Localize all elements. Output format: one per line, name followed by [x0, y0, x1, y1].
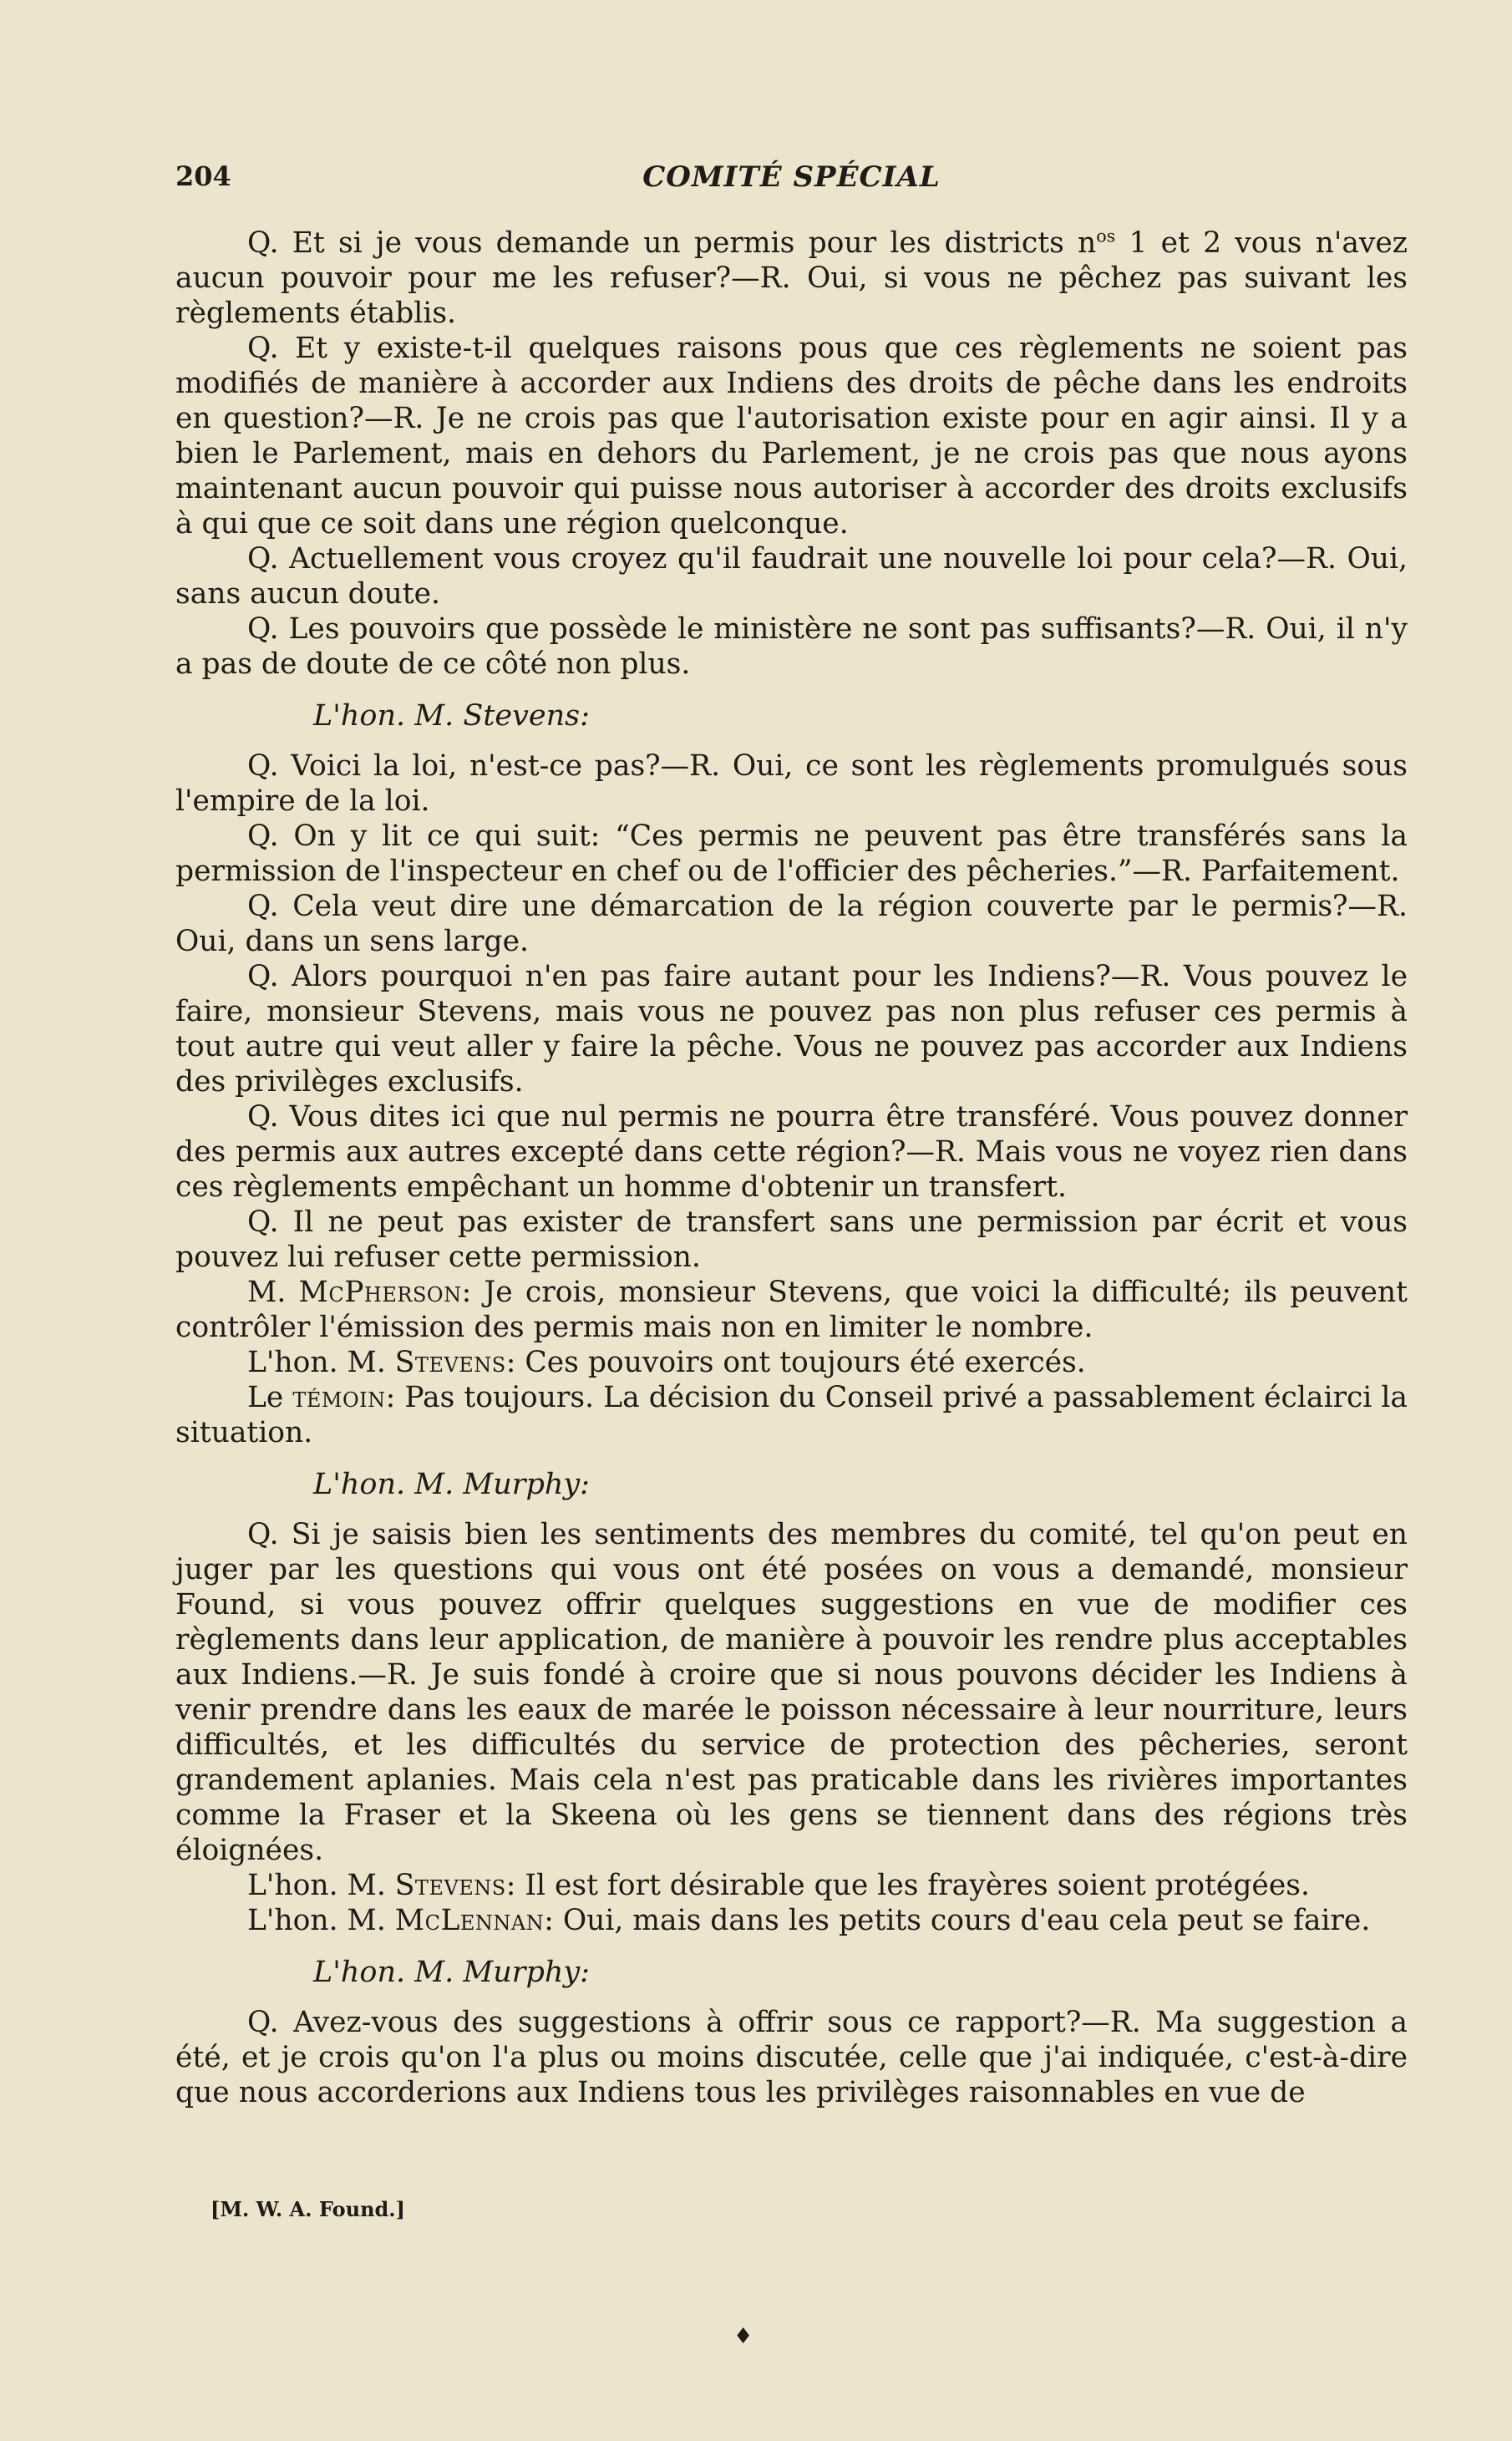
speaker-name: Stevens — [394, 1346, 506, 1379]
speaker-heading: L'hon. M. Murphy: — [313, 1468, 590, 1501]
running-head: COMITÉ SPÉCIAL — [642, 160, 941, 194]
paragraph: Q. Et y existe-t-il quelques raisons pous que ces règlements ne soient pas modifiés de manière à accorder aux Indiens des droits de pêche dans les endroits en question?—R. Je ne crois pas que l'autorisation existe pour en agir ainsi. Il y a bien le Parlement, mais en dehors du Parlement, je ne crois pas que nous ayons maintenant aucun pouvoir qui puisse nous autoriser à accorder des droits exclusifs à qui que ce soit dans une région quelconque. — [175, 332, 1408, 540]
paragraph: Q. Vous dites ici que nul permis ne pourra être transféré. Vous pouvez donner des permis aux autres excepté dans cette région?—R. Mais vous ne voyez rien dans ces règlements empêchant un homme d'obtenir un transfert. — [175, 1100, 1408, 1204]
speaker-name: témoin — [292, 1381, 386, 1414]
paragraph: Q. Alors pourquoi n'en pas faire autant pour les Indiens?—R. Vous pouvez le faire, monsieur Stevens, mais vous ne pouvez pas non plus refuser ces permis à tout autre qui veut aller y faire la pêche. Vous ne pouvez pas accorder aux Indiens des privilèges exclusifs. — [175, 960, 1408, 1099]
speaker-name: Stevens — [394, 1869, 506, 1902]
paragraph: Q. Avez-vous des suggestions à offrir sous ce rapport?—R. Ma suggestion a été, et je crois qu'on l'a plus ou moins discutée, celle que j'ai indiquée, c'est-à-dire que nous accorderions aux Indiens tous les privilèges raisonnables en vue de — [175, 2006, 1408, 2109]
speaker-name: McPherson — [298, 1276, 462, 1309]
paragraph: Le témoin: Pas toujours. La décision du Conseil privé a passablement éclairci la situation. — [175, 1381, 1408, 1449]
speaker-name: McLennan — [394, 1904, 545, 1937]
paragraph: Q. Actuellement vous croyez qu'il faudrait une nouvelle loi pour cela?—R. Oui, sans aucun doute. — [175, 542, 1408, 611]
superscript: os — [1096, 226, 1116, 246]
paragraph: L'hon. M. Stevens: Il est fort désirable que les frayères soient protégées. — [247, 1869, 1310, 1902]
ornament-mark: ♦ — [733, 2324, 753, 2349]
witness-note: [M. W. A. Found.] — [211, 2197, 406, 2221]
paragraph: Q. Si je saisis bien les sentiments des membres du comité, tel qu'on peut en juger par les questions qui vous ont été posées on vous a demandé, monsieur Found, si vous pouvez offrir quelques suggestions en vue de modifier ces règlements dans leur application, de manière à pouvoir les rendre plus acceptables aux Indiens.—R. Je suis fondé à croire que si nous pouvons décider les Indiens à venir prendre dans les eaux de marée le poisson nécessaire à leur nourriture, leurs difficultés, et les difficultés du service de protection des pêcheries, seront grandement aplanies. Mais cela n'est pas praticable dans les rivières importantes comme la Fraser et la Skeena où les gens se tiennent dans des régions très éloignées. — [175, 1518, 1408, 1867]
body-text — [175, 226, 1408, 2110]
paragraph: L'hon. M. Stevens: Ces pouvoirs ont toujours été exercés. — [247, 1346, 1086, 1379]
speaker-heading: L'hon. M. Murphy: — [313, 1956, 590, 1989]
paragraph: Q. Et si je vous demande un permis pour les districts $n^{os}$ 1 et 2 vous n'avez aucun pouvoir pour me les refuser?—R. Oui, si vous ne pêchez pas suivant les règlements établis. — [175, 226, 1408, 330]
paragraph: L'hon. M. McLennan: Oui, mais dans les petits cours d'eau cela peut se faire. — [247, 1904, 1371, 1937]
paragraph: Q. On y lit ce qui suit: “Ces permis ne peuvent pas être transférés sans la permission de l'inspecteur en chef ou de l'officier des pêcheries.”—R. Parfaitement. — [175, 820, 1408, 888]
page-header — [175, 160, 1408, 202]
paragraph: Q. Voici la loi, n'est-ce pas?—R. Oui, ce sont les règlements promulgués sous l'empire de la loi. — [175, 749, 1408, 818]
paragraph: Q. Cela veut dire une démarcation de la région couverte par le permis?—R. Oui, dans un sens large. — [175, 890, 1408, 958]
paragraph: Q. Il ne peut pas exister de transfert sans une permission par écrit et vous pouvez lui refuser cette permission. — [175, 1205, 1408, 1274]
paragraph: M. McPherson: Je crois, monsieur Stevens, que voici la difficulté; ils peuvent contrôler l'émission des permis mais non en limiter le nombre. — [175, 1276, 1408, 1344]
speaker-heading: L'hon. M. Stevens: — [313, 699, 590, 733]
paragraph: Q. Les pouvoirs que possède le ministère ne sont pas suffisants?—R. Oui, il n'y a pas de doute de ce côté non plus. — [175, 612, 1408, 681]
page-number: 204 — [175, 160, 231, 192]
